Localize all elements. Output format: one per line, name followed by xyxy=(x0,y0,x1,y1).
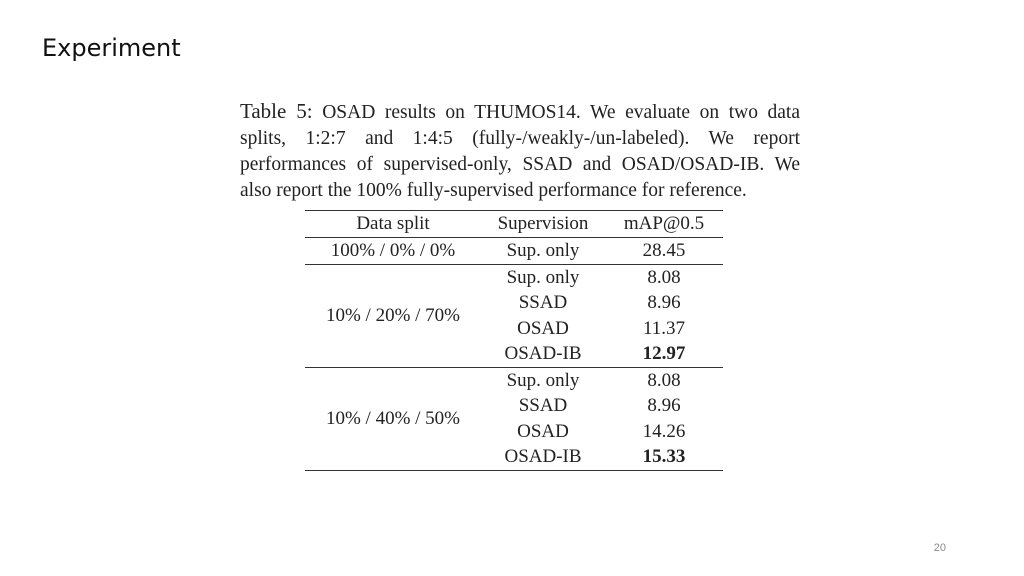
table-header-row xyxy=(305,211,723,238)
table-row xyxy=(305,238,723,265)
header-data-split: Data split xyxy=(356,213,430,235)
supervision-cell: Sup. only xyxy=(506,266,580,288)
supervision-cell: SSAD xyxy=(518,395,568,416)
map-cell: 28.45 xyxy=(642,240,686,261)
supervision-cell: Sup. only xyxy=(506,240,580,261)
group-split-1-4-5 xyxy=(305,367,723,470)
page-number: 20 xyxy=(933,542,946,554)
map-cell: 14.26 xyxy=(642,420,686,442)
table-caption xyxy=(240,98,800,204)
table-row xyxy=(305,367,723,393)
map-cell: 8.08 xyxy=(647,369,681,391)
supervision-cell: SSAD xyxy=(518,292,568,313)
caption-text: OSAD results on THUMOS14. We evaluate on two data splits, 1:2:7 and 1:4:5 (fully-/weakly-/un-labeled). We report performances of supervised-only, SSAD and OSAD/OSAD-IB. We also report the 100% fully-supervised performance for reference. xyxy=(240,102,800,201)
table-row xyxy=(305,264,723,290)
map-cell: 8.08 xyxy=(647,266,681,288)
data-split-cell: 10% / 20% / 70% xyxy=(325,304,461,326)
header-map: mAP@0.5 xyxy=(623,213,705,235)
supervision-cell: Sup. only xyxy=(506,369,580,391)
group-split-1-2-7 xyxy=(305,264,723,367)
data-split-cell: 10% / 40% / 50% xyxy=(325,407,461,429)
caption-label: Table 5: xyxy=(240,99,313,123)
map-cell: 8.96 xyxy=(647,395,681,416)
supervision-cell: OSAD-IB xyxy=(504,446,582,467)
map-cell-best: 12.97 xyxy=(642,343,686,364)
slide-title: Experiment xyxy=(42,34,181,62)
group-full-supervised xyxy=(305,238,723,265)
supervision-cell: OSAD-IB xyxy=(504,343,582,364)
supervision-cell: OSAD xyxy=(517,420,569,442)
data-split-cell: 100% / 0% / 0% xyxy=(330,240,456,261)
results-table xyxy=(305,210,723,471)
map-cell-best: 15.33 xyxy=(642,446,686,467)
supervision-cell: OSAD xyxy=(517,317,569,339)
map-cell: 8.96 xyxy=(647,292,681,313)
map-cell: 11.37 xyxy=(642,317,686,339)
header-supervision: Supervision xyxy=(497,213,589,235)
